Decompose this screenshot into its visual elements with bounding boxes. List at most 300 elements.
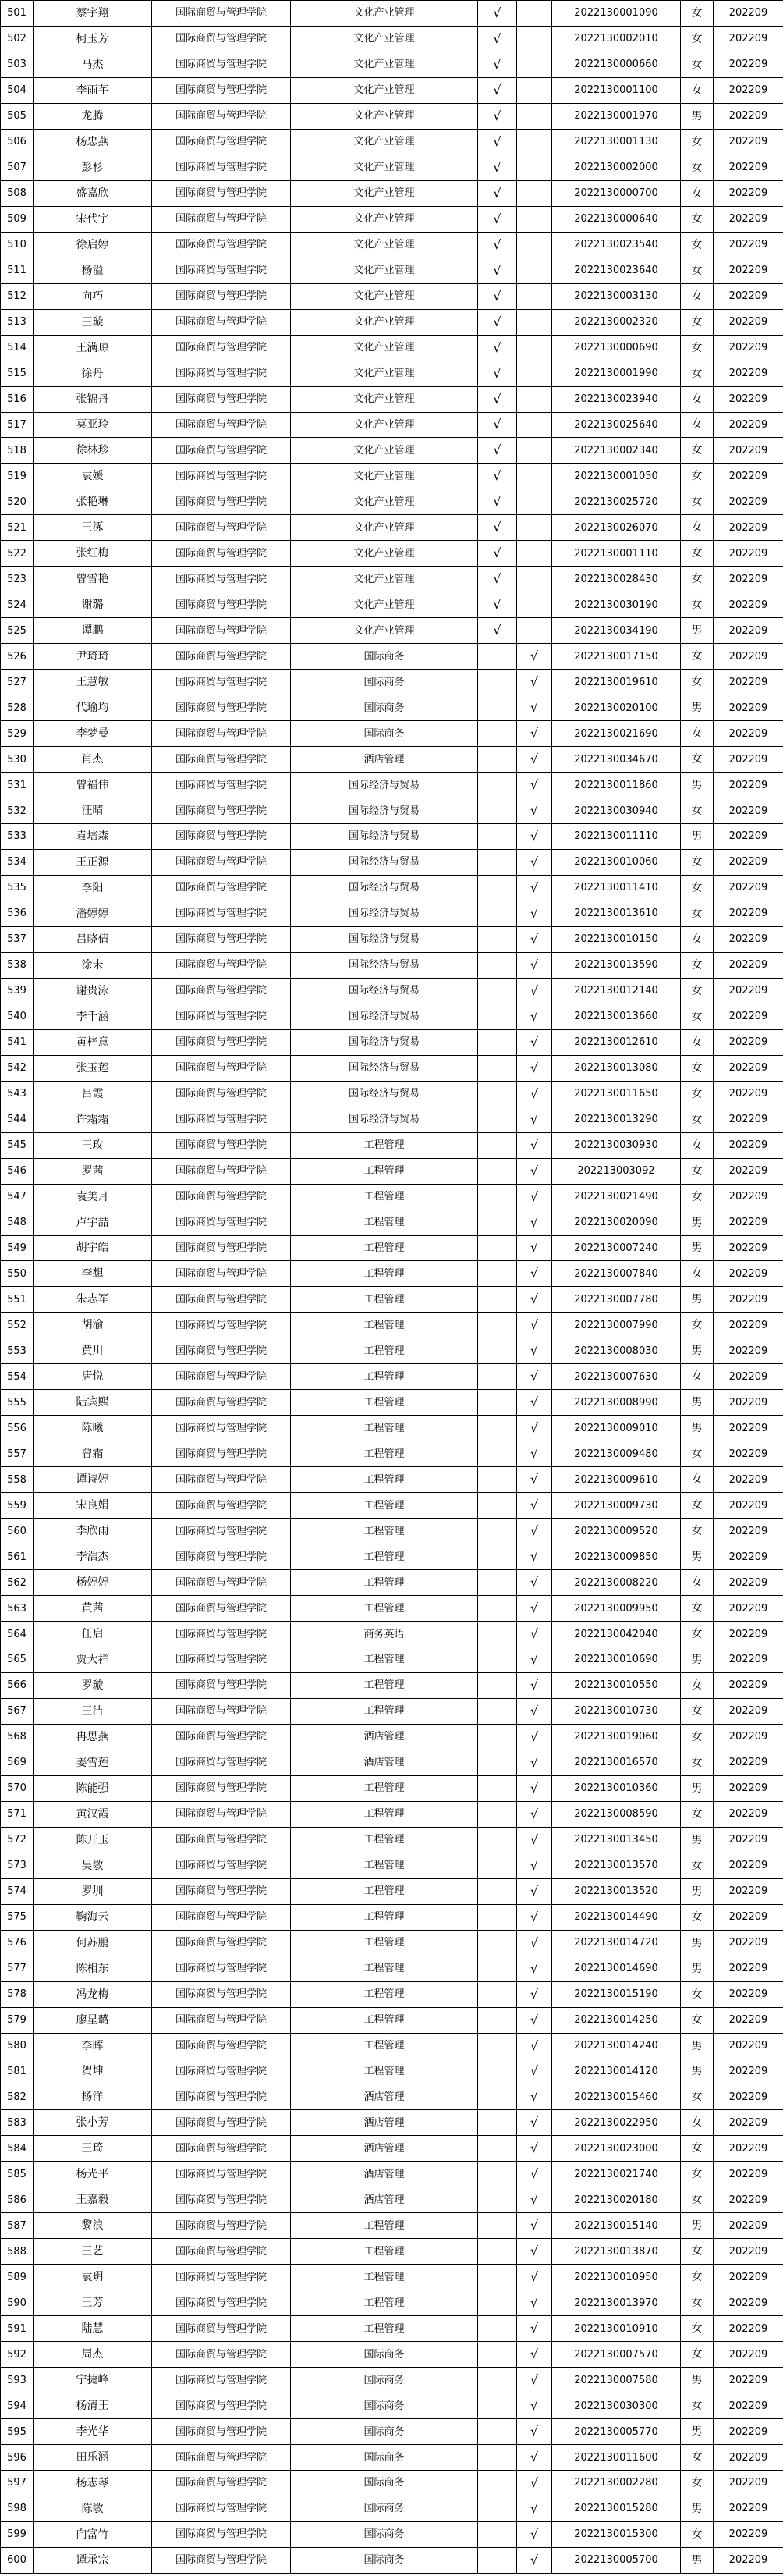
student-id-cell: 2022130001110 [552, 541, 681, 567]
row-number-cell: 562 [1, 1570, 34, 1596]
student-id-cell: 2022130014120 [552, 2059, 681, 2084]
grade-cell: 202209 [714, 798, 783, 824]
table-row [1, 1801, 783, 1827]
school-cell: 国际商贸与管理学院 [152, 2496, 291, 2521]
table-row [1, 2496, 783, 2521]
table-row [1, 1055, 783, 1081]
student-name-cell: 罗璇 [34, 1672, 152, 1698]
table-row [1, 1158, 783, 1184]
table-row [1, 2033, 783, 2059]
gender-cell: 男 [681, 1956, 714, 1981]
check-cell-1 [478, 2213, 517, 2239]
major-cell: 工程管理 [291, 1596, 478, 1622]
student-name-cell: 冉思燕 [34, 1724, 152, 1750]
table-row [1, 155, 783, 180]
grade-cell: 202209 [714, 52, 783, 77]
student-name-cell: 吕晓倩 [34, 926, 152, 952]
gender-cell: 男 [681, 103, 714, 129]
student-id-cell: 2022130023940 [552, 386, 681, 412]
check-cell-2: √ [517, 875, 552, 901]
gender-cell: 女 [681, 1596, 714, 1622]
row-number-cell: 548 [1, 1210, 34, 1235]
grade-cell: 202209 [714, 2084, 783, 2110]
grade-cell: 202209 [714, 1081, 783, 1107]
major-cell: 工程管理 [291, 1698, 478, 1724]
gender-cell: 女 [681, 875, 714, 901]
gender-cell: 男 [681, 1775, 714, 1801]
school-cell: 国际商贸与管理学院 [152, 1956, 291, 1981]
grade-cell: 202209 [714, 1827, 783, 1853]
check-cell-2: √ [517, 1956, 552, 1981]
row-number-cell: 570 [1, 1775, 34, 1801]
student-id-cell: 2022130011410 [552, 875, 681, 901]
major-cell: 工程管理 [291, 1132, 478, 1158]
check-cell-2: √ [517, 1647, 552, 1673]
row-number-cell: 576 [1, 1930, 34, 1956]
gender-cell: 女 [681, 1313, 714, 1338]
student-id-cell: 2022130013660 [552, 1004, 681, 1029]
student-name-cell: 王嘉毅 [34, 2187, 152, 2213]
grade-cell: 202209 [714, 2059, 783, 2084]
grade-cell: 202209 [714, 129, 783, 155]
school-cell: 国际商贸与管理学院 [152, 52, 291, 77]
grade-cell: 202209 [714, 567, 783, 592]
student-name-cell: 张小芳 [34, 2110, 152, 2136]
check-cell-1 [478, 2059, 517, 2084]
major-cell: 国际商务 [291, 2496, 478, 2521]
major-cell: 工程管理 [291, 1775, 478, 1801]
gender-cell: 女 [681, 1698, 714, 1724]
grade-cell: 202209 [714, 2445, 783, 2471]
gender-cell: 男 [681, 1416, 714, 1441]
check-cell-2: √ [517, 1698, 552, 1724]
student-id-cell: 2022130014240 [552, 2033, 681, 2059]
school-cell: 国际商贸与管理学院 [152, 1029, 291, 1055]
row-number-cell: 515 [1, 361, 34, 386]
gender-cell: 女 [681, 129, 714, 155]
major-cell: 工程管理 [291, 1878, 478, 1904]
major-cell: 工程管理 [291, 1519, 478, 1544]
gender-cell: 女 [681, 1724, 714, 1750]
student-id-cell: 2022130015460 [552, 2084, 681, 2110]
table-row [1, 1493, 783, 1519]
grade-cell: 202209 [714, 1853, 783, 1878]
major-cell: 文化产业管理 [291, 1, 478, 27]
table-row [1, 386, 783, 412]
check-cell-1 [478, 2265, 517, 2290]
row-number-cell: 523 [1, 567, 34, 592]
gender-cell: 男 [681, 1210, 714, 1235]
row-number-cell: 512 [1, 283, 34, 309]
grade-cell: 202209 [714, 1596, 783, 1622]
student-id-cell: 2022130009010 [552, 1416, 681, 1441]
check-cell-2: √ [517, 1853, 552, 1878]
table-row [1, 592, 783, 618]
school-cell: 国际商贸与管理学院 [152, 1287, 291, 1313]
grade-cell: 202209 [714, 2033, 783, 2059]
check-cell-1: √ [478, 541, 517, 567]
school-cell: 国际商贸与管理学院 [152, 1672, 291, 1698]
gender-cell: 女 [681, 232, 714, 258]
check-cell-2: √ [517, 2084, 552, 2110]
check-cell-2: √ [517, 2290, 552, 2316]
check-cell-2: √ [517, 2265, 552, 2290]
check-cell-1 [478, 1364, 517, 1390]
table-row [1, 2342, 783, 2368]
school-cell: 国际商贸与管理学院 [152, 875, 291, 901]
check-cell-1 [478, 798, 517, 824]
school-cell: 国际商贸与管理学院 [152, 2521, 291, 2547]
row-number-cell: 578 [1, 1981, 34, 2007]
check-cell-2: √ [517, 2393, 552, 2419]
student-name-cell: 谭诗婷 [34, 1467, 152, 1493]
school-cell: 国际商贸与管理学院 [152, 644, 291, 670]
grade-cell: 202209 [714, 1184, 783, 1210]
row-number-cell: 511 [1, 258, 34, 283]
major-cell: 文化产业管理 [291, 103, 478, 129]
student-name-cell: 王琦 [34, 2136, 152, 2162]
student-id-cell: 2022130000700 [552, 180, 681, 206]
table-row [1, 1, 783, 27]
major-cell: 工程管理 [291, 1853, 478, 1878]
student-name-cell: 鞠海云 [34, 1904, 152, 1930]
student-id-cell: 2022130013520 [552, 1878, 681, 1904]
grade-cell: 202209 [714, 335, 783, 361]
school-cell: 国际商贸与管理学院 [152, 541, 291, 567]
gender-cell: 女 [681, 926, 714, 952]
table-row [1, 180, 783, 206]
table-row [1, 1210, 783, 1235]
student-id-cell: 2022130007780 [552, 1287, 681, 1313]
student-name-cell: 肖杰 [34, 747, 152, 773]
student-name-cell: 盛嘉欣 [34, 180, 152, 206]
school-cell: 国际商贸与管理学院 [152, 849, 291, 875]
major-cell: 工程管理 [291, 1930, 478, 1956]
grade-cell: 202209 [714, 875, 783, 901]
grade-cell: 202209 [714, 361, 783, 386]
grade-cell: 202209 [714, 1956, 783, 1981]
row-number-cell: 538 [1, 952, 34, 978]
school-cell: 国际商贸与管理学院 [152, 1827, 291, 1853]
table-row [1, 232, 783, 258]
table-row [1, 2368, 783, 2393]
student-id-cell: 2022130001970 [552, 103, 681, 129]
check-cell-1 [478, 1519, 517, 1544]
check-cell-1 [478, 1724, 517, 1750]
check-cell-1 [478, 670, 517, 695]
school-cell: 国际商贸与管理学院 [152, 1235, 291, 1261]
row-number-cell: 535 [1, 875, 34, 901]
major-cell: 酒店管理 [291, 2187, 478, 2213]
grade-cell: 202209 [714, 618, 783, 644]
major-cell: 工程管理 [291, 1364, 478, 1390]
student-name-cell: 黄梓意 [34, 1029, 152, 1055]
school-cell: 国际商贸与管理学院 [152, 2110, 291, 2136]
check-cell-1: √ [478, 567, 517, 592]
gender-cell: 女 [681, 1622, 714, 1647]
check-cell-1 [478, 1081, 517, 1107]
grade-cell: 202209 [714, 644, 783, 670]
table-row [1, 309, 783, 335]
student-id-cell: 2022130012140 [552, 978, 681, 1004]
row-number-cell: 509 [1, 206, 34, 232]
check-cell-2 [517, 103, 552, 129]
table-row [1, 1827, 783, 1853]
gender-cell: 女 [681, 1261, 714, 1287]
student-name-cell: 王正源 [34, 849, 152, 875]
row-number-cell: 502 [1, 26, 34, 52]
student-name-cell: 杨光平 [34, 2162, 152, 2187]
check-cell-1 [478, 2547, 517, 2573]
row-number-cell: 591 [1, 2316, 34, 2342]
table-row [1, 206, 783, 232]
grade-cell: 202209 [714, 1235, 783, 1261]
school-cell: 国际商贸与管理学院 [152, 2368, 291, 2393]
check-cell-1: √ [478, 386, 517, 412]
gender-cell: 男 [681, 773, 714, 798]
major-cell: 工程管理 [291, 1956, 478, 1981]
student-name-cell: 王玫 [34, 1132, 152, 1158]
row-number-cell: 521 [1, 515, 34, 541]
student-id-cell: 2022130021740 [552, 2162, 681, 2187]
student-name-cell: 曾雪艳 [34, 567, 152, 592]
school-cell: 国际商贸与管理学院 [152, 670, 291, 695]
row-number-cell: 503 [1, 52, 34, 77]
table-row [1, 1878, 783, 1904]
school-cell: 国际商贸与管理学院 [152, 1004, 291, 1029]
gender-cell: 女 [681, 335, 714, 361]
check-cell-1 [478, 2419, 517, 2445]
student-name-cell: 杨清王 [34, 2393, 152, 2419]
gender-cell: 女 [681, 52, 714, 77]
gender-cell: 男 [681, 2419, 714, 2445]
table-row [1, 670, 783, 695]
student-id-cell: 2022130010690 [552, 1647, 681, 1673]
check-cell-2 [517, 438, 552, 464]
check-cell-1 [478, 1827, 517, 1853]
school-cell: 国际商贸与管理学院 [152, 155, 291, 180]
major-cell: 酒店管理 [291, 747, 478, 773]
major-cell: 国际经济与贸易 [291, 901, 478, 926]
row-number-cell: 525 [1, 618, 34, 644]
row-number-cell: 566 [1, 1672, 34, 1698]
check-cell-2: √ [517, 1184, 552, 1210]
row-number-cell: 551 [1, 1287, 34, 1313]
major-cell: 国际经济与贸易 [291, 1081, 478, 1107]
student-id-cell: 2022130005770 [552, 2419, 681, 2445]
major-cell: 国际商务 [291, 644, 478, 670]
row-number-cell: 571 [1, 1801, 34, 1827]
major-cell: 国际经济与贸易 [291, 1004, 478, 1029]
grade-cell: 202209 [714, 309, 783, 335]
grade-cell: 202209 [714, 1441, 783, 1467]
check-cell-2 [517, 592, 552, 618]
school-cell: 国际商贸与管理学院 [152, 2084, 291, 2110]
row-number-cell: 582 [1, 2084, 34, 2110]
gender-cell: 女 [681, 283, 714, 309]
school-cell: 国际商贸与管理学院 [152, 952, 291, 978]
check-cell-2: √ [517, 1287, 552, 1313]
gender-cell: 女 [681, 1364, 714, 1390]
student-name-cell: 陆宾熙 [34, 1390, 152, 1416]
student-name-cell: 贺坤 [34, 2059, 152, 2084]
grade-cell: 202209 [714, 180, 783, 206]
student-id-cell: 2022130020090 [552, 1210, 681, 1235]
school-cell: 国际商贸与管理学院 [152, 1364, 291, 1390]
school-cell: 国际商贸与管理学院 [152, 1416, 291, 1441]
table-row [1, 849, 783, 875]
row-number-cell: 559 [1, 1493, 34, 1519]
table-row [1, 2445, 783, 2471]
row-number-cell: 505 [1, 103, 34, 129]
table-row [1, 567, 783, 592]
student-name-cell: 李晖 [34, 2033, 152, 2059]
check-cell-2 [517, 1, 552, 27]
major-cell: 工程管理 [291, 1467, 478, 1493]
student-id-cell: 2022130028430 [552, 567, 681, 592]
check-cell-2 [517, 155, 552, 180]
major-cell: 工程管理 [291, 2059, 478, 2084]
table-row [1, 412, 783, 438]
student-name-cell: 黄川 [34, 1338, 152, 1364]
student-name-cell: 向巧 [34, 283, 152, 309]
student-id-cell: 2022130009950 [552, 1596, 681, 1622]
gender-cell: 女 [681, 1801, 714, 1827]
table-row [1, 1184, 783, 1210]
table-row [1, 798, 783, 824]
student-id-cell: 2022130021690 [552, 721, 681, 747]
student-name-cell: 吴敏 [34, 1853, 152, 1878]
row-number-cell: 587 [1, 2213, 34, 2239]
student-name-cell: 李浩杰 [34, 1544, 152, 1570]
table-row [1, 773, 783, 798]
gender-cell: 女 [681, 849, 714, 875]
school-cell: 国际商贸与管理学院 [152, 386, 291, 412]
major-cell: 文化产业管理 [291, 335, 478, 361]
student-id-cell: 2022130002000 [552, 155, 681, 180]
grade-cell: 202209 [714, 695, 783, 721]
check-cell-2: √ [517, 1107, 552, 1132]
gender-cell: 女 [681, 2162, 714, 2187]
major-cell: 国际经济与贸易 [291, 1055, 478, 1081]
school-cell: 国际商贸与管理学院 [152, 1158, 291, 1184]
student-id-cell: 2022130007990 [552, 1313, 681, 1338]
major-cell: 国际经济与贸易 [291, 978, 478, 1004]
row-number-cell: 589 [1, 2265, 34, 2290]
gender-cell: 女 [681, 901, 714, 926]
row-number-cell: 568 [1, 1724, 34, 1750]
school-cell: 国际商贸与管理学院 [152, 283, 291, 309]
table-row [1, 1416, 783, 1441]
grade-cell: 202209 [714, 464, 783, 489]
grade-cell: 202209 [714, 2521, 783, 2547]
major-cell: 文化产业管理 [291, 592, 478, 618]
grade-cell: 202209 [714, 1878, 783, 1904]
student-name-cell: 袁媛 [34, 464, 152, 489]
grade-cell: 202209 [714, 1672, 783, 1698]
major-cell: 文化产业管理 [291, 438, 478, 464]
check-cell-2: √ [517, 2316, 552, 2342]
gender-cell: 女 [681, 2239, 714, 2265]
school-cell: 国际商贸与管理学院 [152, 901, 291, 926]
student-name-cell: 曾福伟 [34, 773, 152, 798]
row-number-cell: 546 [1, 1158, 34, 1184]
school-cell: 国际商贸与管理学院 [152, 1441, 291, 1467]
check-cell-1 [478, 2162, 517, 2187]
check-cell-1: √ [478, 52, 517, 77]
row-number-cell: 586 [1, 2187, 34, 2213]
table-row [1, 1441, 783, 1467]
check-cell-1 [478, 1698, 517, 1724]
check-cell-1 [478, 1210, 517, 1235]
student-name-cell: 袁培森 [34, 824, 152, 850]
gender-cell: 男 [681, 1878, 714, 1904]
check-cell-2 [517, 180, 552, 206]
row-number-cell: 556 [1, 1416, 34, 1441]
student-name-cell: 柯玉芳 [34, 26, 152, 52]
table-row [1, 1750, 783, 1775]
grade-cell: 202209 [714, 1004, 783, 1029]
check-cell-2: √ [517, 1544, 552, 1570]
major-cell: 工程管理 [291, 1570, 478, 1596]
check-cell-2: √ [517, 1210, 552, 1235]
gender-cell: 女 [681, 412, 714, 438]
student-name-cell: 陈曦 [34, 1416, 152, 1441]
school-cell: 国际商贸与管理学院 [152, 1750, 291, 1775]
table-row [1, 438, 783, 464]
check-cell-2: √ [517, 1878, 552, 1904]
check-cell-2: √ [517, 849, 552, 875]
table-row [1, 2187, 783, 2213]
check-cell-1 [478, 2290, 517, 2316]
school-cell: 国际商贸与管理学院 [152, 1801, 291, 1827]
student-id-cell: 2022130009850 [552, 1544, 681, 1570]
school-cell: 国际商贸与管理学院 [152, 2033, 291, 2059]
grade-cell: 202209 [714, 77, 783, 103]
gender-cell: 男 [681, 1390, 714, 1416]
grade-cell: 202209 [714, 283, 783, 309]
grade-cell: 202209 [714, 2110, 783, 2136]
school-cell: 国际商贸与管理学院 [152, 2187, 291, 2213]
table-row [1, 1287, 783, 1313]
school-cell: 国际商贸与管理学院 [152, 2547, 291, 2573]
check-cell-1 [478, 2136, 517, 2162]
check-cell-1 [478, 1672, 517, 1698]
grade-cell: 202209 [714, 2265, 783, 2290]
grade-cell: 202209 [714, 1416, 783, 1441]
check-cell-1 [478, 644, 517, 670]
gender-cell: 女 [681, 489, 714, 515]
grade-cell: 202209 [714, 1055, 783, 1081]
school-cell: 国际商贸与管理学院 [152, 2316, 291, 2342]
gender-cell: 女 [681, 567, 714, 592]
table-row [1, 1570, 783, 1596]
check-cell-2 [517, 129, 552, 155]
student-id-cell: 2022130011860 [552, 773, 681, 798]
school-cell: 国际商贸与管理学院 [152, 1107, 291, 1132]
grade-cell: 202209 [714, 412, 783, 438]
student-name-cell: 李雨芊 [34, 77, 152, 103]
grade-cell: 202209 [714, 1132, 783, 1158]
check-cell-1 [478, 1313, 517, 1338]
check-cell-2 [517, 309, 552, 335]
major-cell: 酒店管理 [291, 2110, 478, 2136]
check-cell-2: √ [517, 1775, 552, 1801]
table-row [1, 283, 783, 309]
major-cell: 文化产业管理 [291, 361, 478, 386]
school-cell: 国际商贸与管理学院 [152, 1544, 291, 1570]
row-number-cell: 588 [1, 2239, 34, 2265]
